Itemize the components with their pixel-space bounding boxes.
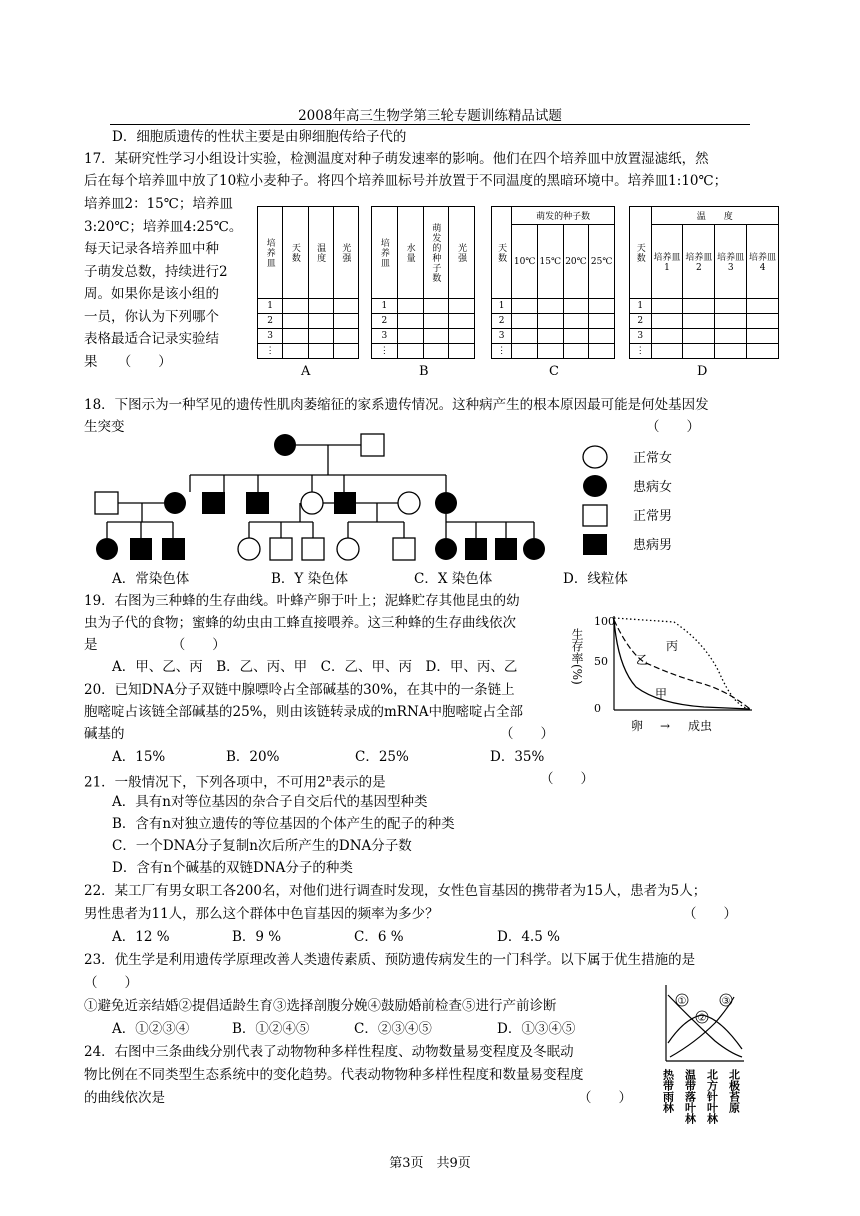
q20-paren: （ ） xyxy=(500,726,554,742)
table-a-h1: 天数 xyxy=(283,207,308,299)
legend-normal-male: 正常男 xyxy=(633,509,673,524)
pedigree-iii-normal-female xyxy=(238,538,260,560)
legend-affected-female-symbol xyxy=(583,475,607,497)
table-c-label: C xyxy=(549,364,559,379)
q23-line1: 23．优生学是利用遗传学原理改善人类遗传素质、预防遗传病发生的一门科学。以下属于优生措施的是 xyxy=(84,952,696,968)
table-b-h2: 萌发的种子数 xyxy=(423,207,449,299)
chart24-label-1: ① xyxy=(677,996,687,1007)
q17-side-line: 一员，你认为下列哪个 xyxy=(84,308,219,325)
chart19-label-bing: 丙 xyxy=(666,639,679,653)
legend-affected-female: 患病女 xyxy=(633,480,673,495)
pedigree-iii-normal-female xyxy=(337,538,359,560)
table-b-r1: 2 xyxy=(372,314,398,329)
pedigree-iii-affected-male xyxy=(465,538,487,560)
q23-option-c: C．②③④⑤ xyxy=(354,1021,432,1037)
q24-line2: 物比例在不同类型生态系统中的变化趋势。代表动物物种多样性程度和数量易变程度 xyxy=(84,1067,584,1083)
chart24-label-3: ③ xyxy=(721,996,731,1007)
q21-option-c: C．一个DNA分子复制n次后所产生的DNA分子数 xyxy=(112,838,412,854)
q22-option-a: A．12 % xyxy=(112,929,170,945)
q23-option-d: D．①③④⑤ xyxy=(497,1021,576,1037)
table-a-h2: 温度 xyxy=(308,207,333,299)
chart19-tick-0: 0 xyxy=(594,702,601,715)
q21-stem-b: 表示的是 xyxy=(331,774,386,791)
chart19-x-right: 成虫 xyxy=(688,719,713,733)
table-c-r1: 2 xyxy=(492,314,512,329)
survival-curve-chart xyxy=(570,612,760,737)
chart19-x-arrow: → xyxy=(660,719,671,733)
q22-option-d: D．4.5 % xyxy=(497,929,560,945)
table-b-label: B xyxy=(419,364,429,379)
pedigree-ii-affected-male xyxy=(334,492,356,514)
table-a-label: A xyxy=(301,364,311,379)
q19-line3: 是 （ ） xyxy=(84,637,226,653)
q20-line1: 20．已知DNA分子双链中腺嘌呤占全部碱基的30%，在其中的一条链上 xyxy=(84,682,515,698)
legend-affected-male-symbol xyxy=(583,534,607,555)
table-a-r2: 3 xyxy=(258,329,283,344)
q23-option-a: A．①②③④ xyxy=(112,1021,190,1037)
q18-option-c: C．X 染色体 xyxy=(414,571,493,587)
chart19-x-left: 卵 xyxy=(631,719,644,733)
pedigree-ii-affected-female xyxy=(164,492,186,514)
q18-option-a: A．常染色体 xyxy=(112,571,190,587)
q19-options: A．甲、乙、丙 B．乙、丙、甲 C．乙、甲、丙 D．甲、丙、乙 xyxy=(112,659,518,675)
table-a xyxy=(257,206,359,359)
pedigree-ii-normal-male xyxy=(95,492,118,514)
page-header: 2008年高三生物学第三轮专题训练精品试题 xyxy=(298,108,562,124)
pedigree-ii-normal-female xyxy=(301,492,323,514)
pedigree-iii-normal-male xyxy=(302,538,324,560)
table-d-group: 温 度 xyxy=(651,207,778,225)
table-b-r2: 3 xyxy=(372,329,398,344)
table-c-first: 天数 xyxy=(492,207,512,299)
pedigree-iii-affected-male xyxy=(495,538,517,560)
table-d-r1: 2 xyxy=(630,314,652,329)
chart19-label-jia: 甲 xyxy=(655,687,668,701)
legend-normal-male-symbol xyxy=(583,505,607,526)
q20-option-a: A．15% xyxy=(112,749,166,765)
q22-line2: 男性患者为11人，那么这个群体中色盲基因的频率为多少？ xyxy=(84,906,439,922)
table-c-r2: 3 xyxy=(492,329,512,344)
table-c-h3: 25℃ xyxy=(589,225,615,299)
pedigree-chart xyxy=(80,430,780,568)
chart19-tick-100: 100 xyxy=(594,615,615,628)
table-a-h3: 光强 xyxy=(333,207,358,299)
table-b-r3: ⋮ xyxy=(372,344,398,359)
q20-option-b: B．20% xyxy=(226,749,280,765)
q18-line1: 18．下图示为一种罕见的遗传性肌肉萎缩征的家系遗传情况。这种病产生的根本原因最可能是何处基因发 xyxy=(84,397,709,413)
table-d-h0: 培养皿1 xyxy=(651,225,683,299)
chart24-x3: 北极苔原 xyxy=(727,1069,741,1113)
chart19-ylabel: 生存率(%) xyxy=(570,628,584,685)
pedigree-iii-affected-male xyxy=(130,538,152,560)
chart24-x2: 北方针叶林 xyxy=(705,1069,719,1124)
pedigree-iii-normal-male xyxy=(270,538,292,560)
table-d-label: D xyxy=(697,364,708,379)
table-b-h1: 水量 xyxy=(397,207,423,299)
chart19-label-yi: 乙 xyxy=(636,653,649,667)
pedigree-ii-affected-female xyxy=(435,492,457,514)
table-c xyxy=(491,206,615,359)
q22-option-b: B．9 % xyxy=(232,929,282,945)
q16-option-d: D．细胞质遗传的性状主要是由卵细胞传给子代的 xyxy=(112,129,407,145)
q19-line1: 19．右图为三种蜂的生存曲线。叶蜂产卵于叶上；泥蜂贮存其他昆虫的幼 xyxy=(84,593,520,609)
table-d-h2: 培养皿3 xyxy=(715,225,747,299)
legend-normal-female-symbol xyxy=(583,446,607,468)
q17-line1: 17．某研究性学习小组设计实验，检测温度对种子萌发速率的影响。他们在四个培养皿中放置湿滤纸，然 xyxy=(84,151,709,167)
legend-normal-female: 正常女 xyxy=(633,451,673,466)
q17-side-line: 3:20℃；培养皿4:25℃。 xyxy=(84,218,243,235)
q24-line3: 的曲线依次是 xyxy=(84,1090,165,1106)
table-a-r0: 1 xyxy=(258,299,283,314)
table-d-h1: 培养皿2 xyxy=(683,225,715,299)
chart19-tick-50: 50 xyxy=(594,655,608,668)
table-c-r0: 1 xyxy=(492,299,512,314)
q18-option-d: D．线粒体 xyxy=(563,571,628,587)
table-d-r2: 3 xyxy=(630,329,652,344)
q23-paren: （ ） xyxy=(84,975,138,991)
table-c-h0: 10℃ xyxy=(512,225,538,299)
table-d-h3: 培养皿4 xyxy=(747,225,779,299)
table-b-h3: 光强 xyxy=(449,207,475,299)
table-b-r0: 1 xyxy=(372,299,398,314)
ecosystem-curve-chart xyxy=(660,983,755,1124)
q21-option-a: A．具有n对等位基因的杂合子自交后代的基因型种类 xyxy=(112,794,428,810)
table-c-h1: 15℃ xyxy=(537,225,563,299)
table-b xyxy=(371,206,475,359)
pedigree-i2-normal-male xyxy=(361,434,384,456)
q20-option-d: D．35% xyxy=(490,749,545,765)
q24-line1: 24．右图中三条曲线分别代表了动物物种多样性程度、动物数量易变程度及冬眠动 xyxy=(84,1044,574,1060)
header-rule xyxy=(110,124,750,125)
q20-option-c: C．25% xyxy=(355,749,409,765)
pedigree-iii-affected-male xyxy=(162,538,185,560)
q17-side-line: 周。如果你是该小组的 xyxy=(84,286,219,302)
pedigree-i1-affected-female xyxy=(274,434,296,456)
legend-affected-male: 患病男 xyxy=(633,538,673,553)
q21-stem xyxy=(84,768,386,794)
q17-side-line: 每天记录各培养皿中种 xyxy=(84,241,219,257)
chart24-x1: 温带落叶林 xyxy=(683,1069,697,1124)
q20-line2: 胞嘧啶占该链全部碱基的25%，则由该链转录成的mRNA中胞嘧啶占全部 xyxy=(84,704,524,720)
q23-items: ①避免近亲结婚②提倡适龄生育③选择剖腹分娩④鼓励婚前检查⑤进行产前诊断 xyxy=(84,998,557,1014)
page-footer: 第3页 共9页 xyxy=(389,1156,471,1171)
table-a-h0: 培养皿 xyxy=(258,207,283,299)
q24-paren: （ ） xyxy=(578,1090,632,1106)
q21-stem-a: 21．一般情况下，下列各项中，不可用2 xyxy=(84,774,326,791)
q22-option-c: C．6 % xyxy=(354,929,404,945)
table-b-h0: 培养皿 xyxy=(372,207,398,299)
q19-line2: 虫为子代的食物；蜜蜂的幼虫由工蜂直接喂养。这三种蜂的生存曲线依次 xyxy=(84,615,516,631)
chart24-x0: 热带雨林 xyxy=(661,1069,675,1113)
q17-side-line: 表格最适合记录实验结 xyxy=(84,331,219,347)
q21-paren: （ ） xyxy=(540,771,594,787)
q21-option-d: D．含有n个碱基的双链DNA分子的种类 xyxy=(112,860,353,876)
table-a-r3: ⋮ xyxy=(258,344,283,359)
pedigree-ii-affected-male xyxy=(246,492,269,514)
q22-line1: 22．某工厂有男女职工各200名，对他们进行调查时发现，女性色盲基因的携带者为15人，患者为5人； xyxy=(84,883,707,899)
pedigree-iii-affected-female xyxy=(435,538,457,560)
table-d-first: 天数 xyxy=(630,207,652,299)
q18-line2: 生突变 xyxy=(84,419,125,435)
q18-paren: （ ） xyxy=(646,419,700,435)
curve-yi xyxy=(614,620,750,709)
pedigree-ii-normal-female xyxy=(398,492,420,514)
q17-line2: 后在每个培养皿中放了10粒小麦种子。将四个培养皿标号并放置于不同温度的黑暗环境中。培养皿1:10℃； xyxy=(84,173,728,189)
chart24-label-2: ② xyxy=(697,1013,707,1024)
pedigree-iii-normal-male xyxy=(393,538,415,560)
pedigree-iii-affected-female xyxy=(523,538,545,560)
q17-side-line: 子萌发总数，持续进行2 xyxy=(84,263,228,280)
q17-side-line: 培养皿2：15℃；培养皿 xyxy=(84,196,233,212)
table-d xyxy=(629,206,779,359)
q23-option-b: B．①②④⑤ xyxy=(232,1021,310,1037)
q17-side-line: 果 （ ） xyxy=(84,353,172,370)
table-a-r1: 2 xyxy=(258,314,283,329)
pedigree-iii-affected-female xyxy=(96,538,118,560)
q18-option-b: B．Y 染色体 xyxy=(271,571,349,587)
q20-line3: 碱基的 xyxy=(84,726,125,742)
pedigree-ii-affected-male xyxy=(202,492,225,514)
q21-option-b: B．含有n对独立遗传的等位基因的个体产生的配子的种类 xyxy=(112,816,455,832)
table-c-h2: 20℃ xyxy=(563,225,589,299)
q21-sup: n xyxy=(325,774,332,784)
q22-paren: （ ） xyxy=(683,906,737,922)
table-d-r3: ⋮ xyxy=(630,344,652,359)
table-c-group: 萌发的种子数 xyxy=(512,207,615,225)
table-c-r3: ⋮ xyxy=(492,344,512,359)
table-d-r0: 1 xyxy=(630,299,652,314)
